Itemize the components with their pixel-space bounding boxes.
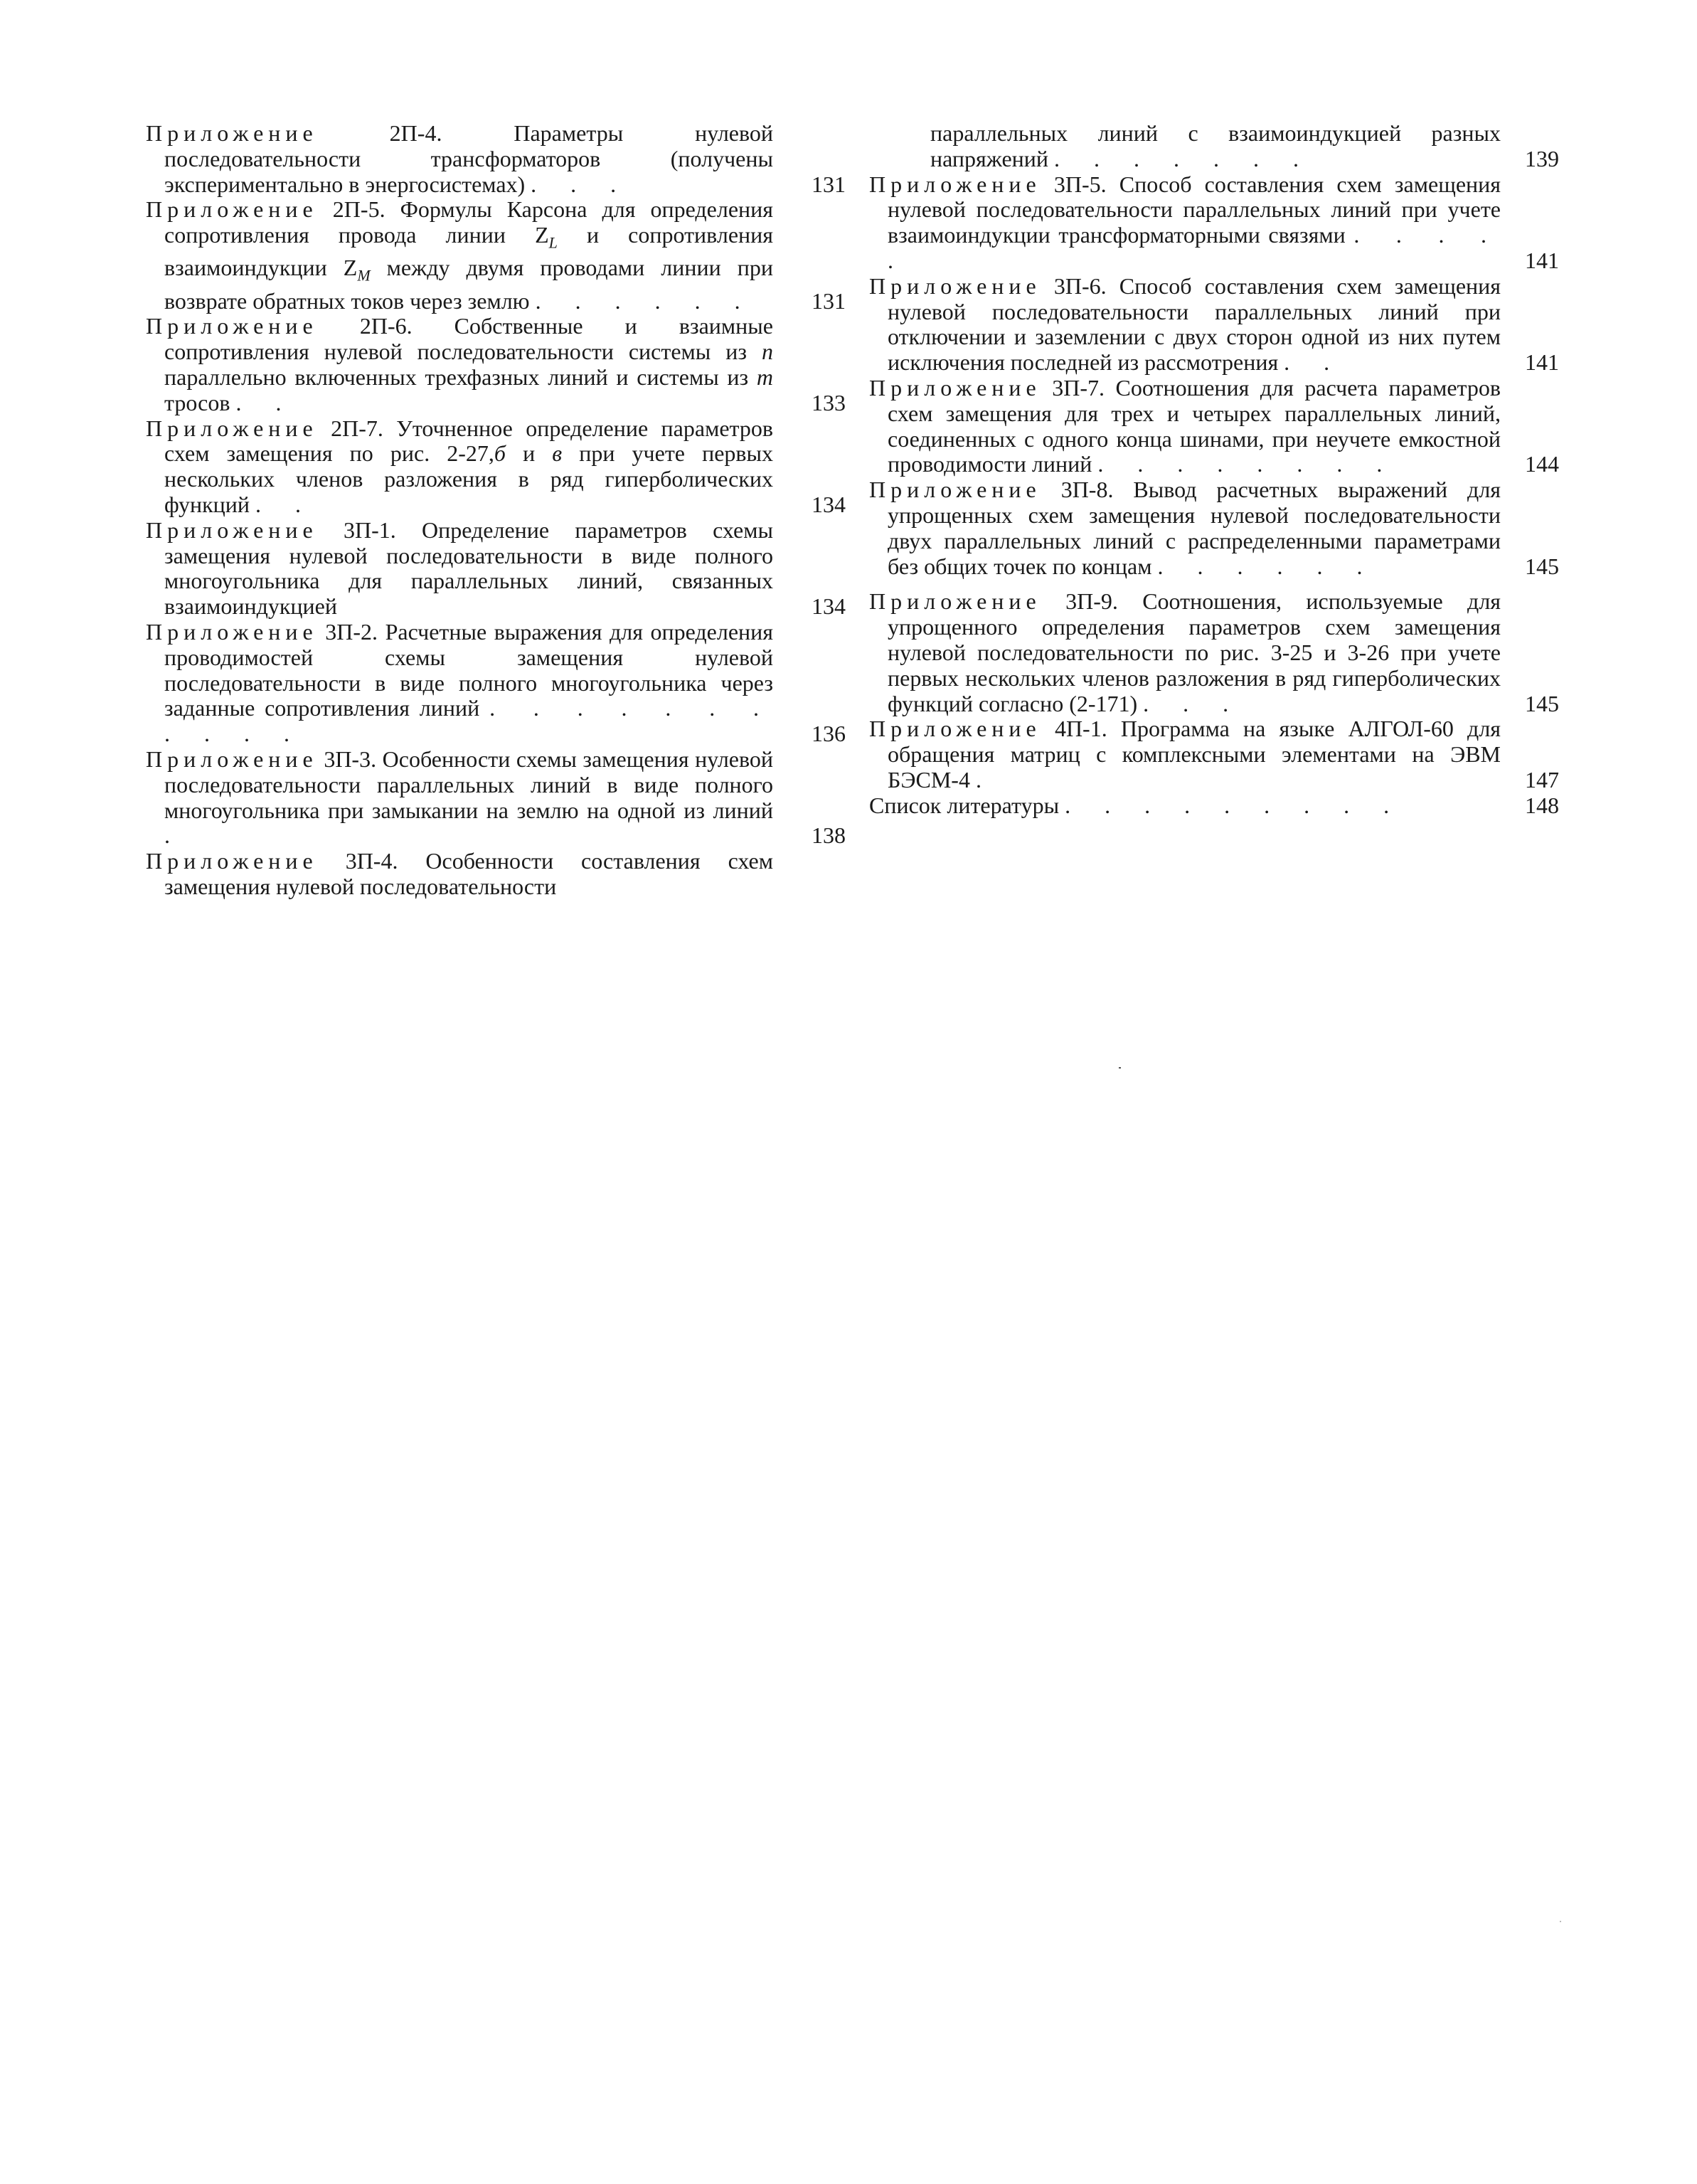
entry-prefix: Приложение xyxy=(146,120,318,146)
entry-prefix: Приложение xyxy=(869,374,1041,401)
toc-entry-references xyxy=(869,793,1559,819)
entry-leader-dots: . . . . . . xyxy=(535,287,755,314)
entry-title: 3П-7. Соотношения для расчета параметров схем замещения для трех и четырех параллельных линий, соединенных с одного конца шинами, при неучете емкостной проводимости линий xyxy=(888,374,1501,477)
entry-prefix: Приложение xyxy=(146,746,318,772)
toc-entry xyxy=(146,197,857,314)
toc-entry xyxy=(869,376,1559,477)
entry-title: 2П-6. Собственные и взаимные сопротивления нулевой последовательности системы из xyxy=(164,313,773,365)
entry-page-number: 136 xyxy=(812,721,846,747)
entry-leader-dots: . . . . . . xyxy=(1157,553,1377,579)
italic-n: n xyxy=(762,339,773,365)
entry-title-part2: параллельно включенных трехфазных линий и системы из xyxy=(164,364,757,390)
toc-entry xyxy=(869,477,1559,579)
entry-title-part2: и сопротивления взаимоиндукции Z xyxy=(164,222,774,281)
entry-leader-dots: . . . . . . . . . . . xyxy=(164,695,774,747)
entry-leader-dots: . . xyxy=(1284,349,1344,376)
entry-page-number: 148 xyxy=(1525,792,1559,818)
entry-page-number: 139 xyxy=(1525,145,1559,171)
italic-v: в xyxy=(552,440,563,467)
entry-title-part3: тросов xyxy=(164,389,230,415)
toc-entry xyxy=(146,416,857,518)
entry-title: параллельных линий с взаимоиндукцией разных напряжений xyxy=(930,120,1501,171)
scan-speck xyxy=(1119,1067,1121,1069)
toc-entry xyxy=(146,747,857,849)
entry-prefix: Приложение xyxy=(869,716,1041,742)
entry-prefix: Приложение xyxy=(146,848,318,874)
toc-right-column xyxy=(869,121,1559,819)
subscript-l: L xyxy=(548,233,558,252)
entry-prefix: Приложение xyxy=(869,588,1041,615)
entry-prefix: Приложение xyxy=(146,196,318,223)
toc-entry-continuation xyxy=(869,121,1559,172)
entry-leader-dots: . . . xyxy=(1143,690,1243,716)
toc-entry xyxy=(146,518,857,620)
entry-page-number: 141 xyxy=(1525,247,1559,273)
entry-title: 4П-1. Программа на языке АЛГОЛ-60 для обращения матриц с комплексными элементами на ЭВМ БЭСМ-4 xyxy=(888,716,1501,793)
entry-page-number: 141 xyxy=(1525,349,1559,376)
subscript-m: M xyxy=(357,266,371,285)
entry-leader-dots: . . . xyxy=(531,171,631,197)
entry-page-number: 145 xyxy=(1525,553,1559,579)
entry-leader-dots: . . xyxy=(255,491,315,517)
entry-page-number: 138 xyxy=(812,822,846,849)
entry-title-part2: и xyxy=(506,440,553,467)
entry-title: 2П-7. Уточненное определение параметров схем замещения по рис. 2-27, xyxy=(164,415,774,467)
entry-page-number: 134 xyxy=(812,491,846,517)
entry-page-number: 145 xyxy=(1525,690,1559,716)
italic-m: m xyxy=(756,364,773,390)
toc-entry xyxy=(869,716,1559,793)
entry-page-number: 131 xyxy=(812,171,846,197)
entry-title: Список литературы xyxy=(869,792,1060,818)
toc-left-column xyxy=(146,121,857,900)
toc-entry xyxy=(146,314,857,415)
toc-entry xyxy=(146,849,857,900)
entry-prefix: Приложение xyxy=(869,477,1041,503)
entry-prefix: Приложение xyxy=(869,171,1041,197)
entry-leader-dots: . . . . . . . xyxy=(1054,145,1314,171)
entry-prefix: Приложение xyxy=(146,618,318,645)
toc-entry xyxy=(869,589,1559,716)
entry-prefix: Приложение xyxy=(146,415,318,441)
entry-title: 2П-4. Параметры нулевой последовательности трансформаторов (получены экспериментально в энергосистемах) xyxy=(164,120,774,197)
italic-b: б xyxy=(494,440,506,467)
entry-title: 3П-8. Вывод расчетных выражений для упрощенных схем замещения нулевой последовательности двух параллельных линий с распределенными параметрами без общих точек по концам xyxy=(888,477,1501,579)
entry-leader-dots: . . . . . . . . xyxy=(1097,451,1397,477)
entry-title: 2П-5. Формулы Карсона для определения сопротивления провода линии Z xyxy=(164,196,774,248)
entry-page-number: 133 xyxy=(812,389,846,415)
entry-leader-dots: . xyxy=(164,822,184,849)
toc-entry xyxy=(869,274,1559,376)
entry-leader-dots: . . . . . xyxy=(888,222,1501,273)
entry-leader-dots: . xyxy=(975,766,996,793)
entry-page-number: 147 xyxy=(1525,766,1559,793)
entry-title: 3П-2. Расчетные выражения для определения проводимостей схемы замещения нулевой последовательности в виде полного многоугольника через заданные сопротивления линий xyxy=(164,618,774,721)
entry-leader-dots: . . . . . . . . . xyxy=(1065,792,1404,818)
toc-entry xyxy=(146,620,857,747)
entry-prefix: Приложение xyxy=(869,272,1041,299)
entry-title-part3: между двумя проводами линии при возврате обратных токов через землю xyxy=(164,255,774,314)
entry-title: 3П-1. Определение параметров схемы замещения нулевой последовательности в виде полного многоугольника для параллельных линий, связанных взаимоиндукцией xyxy=(164,516,774,620)
entry-page-number: 144 xyxy=(1525,451,1559,477)
entry-title: 3П-5. Способ составления схем замещения нулевой последовательности параллельных линий при учете взаимоиндукции трансформаторными связями xyxy=(888,171,1501,248)
entry-prefix: Приложение xyxy=(146,313,318,339)
entry-title: 3П-6. Способ составления схем замещения нулевой последовательности параллельных линий при отключении и заземлении с двух сторон одной из них путем исключения последней из рассмотрения xyxy=(888,272,1501,376)
toc-entry xyxy=(869,172,1559,274)
entry-leader-dots: . . xyxy=(235,389,296,415)
entry-title-part3: при учете первых нескольких членов разложения в ряд гиперболических функций xyxy=(164,440,773,517)
entry-page-number: 131 xyxy=(812,287,846,314)
entry-title: 3П-4. Особенности составления схем замещения нулевой последовательности xyxy=(164,848,774,899)
entry-title: 3П-3. Особенности схемы замещения нулевой последовательности параллельных линий в виде полного многоугольника при замыкании на землю на одной из линий xyxy=(164,746,774,823)
entry-prefix: Приложение xyxy=(146,516,318,543)
entry-title: 3П-9. Соотношения, используемые для упрощенного определения параметров схем замещения нулевой последовательности по рис. 3-25 и 3-26 при учете первых нескольких членов разложения в ряд гиперболических функций согласно (2-171) xyxy=(888,588,1501,716)
scan-speck xyxy=(1560,1921,1561,1922)
toc-entry xyxy=(146,121,857,197)
entry-page-number: 134 xyxy=(812,593,846,620)
